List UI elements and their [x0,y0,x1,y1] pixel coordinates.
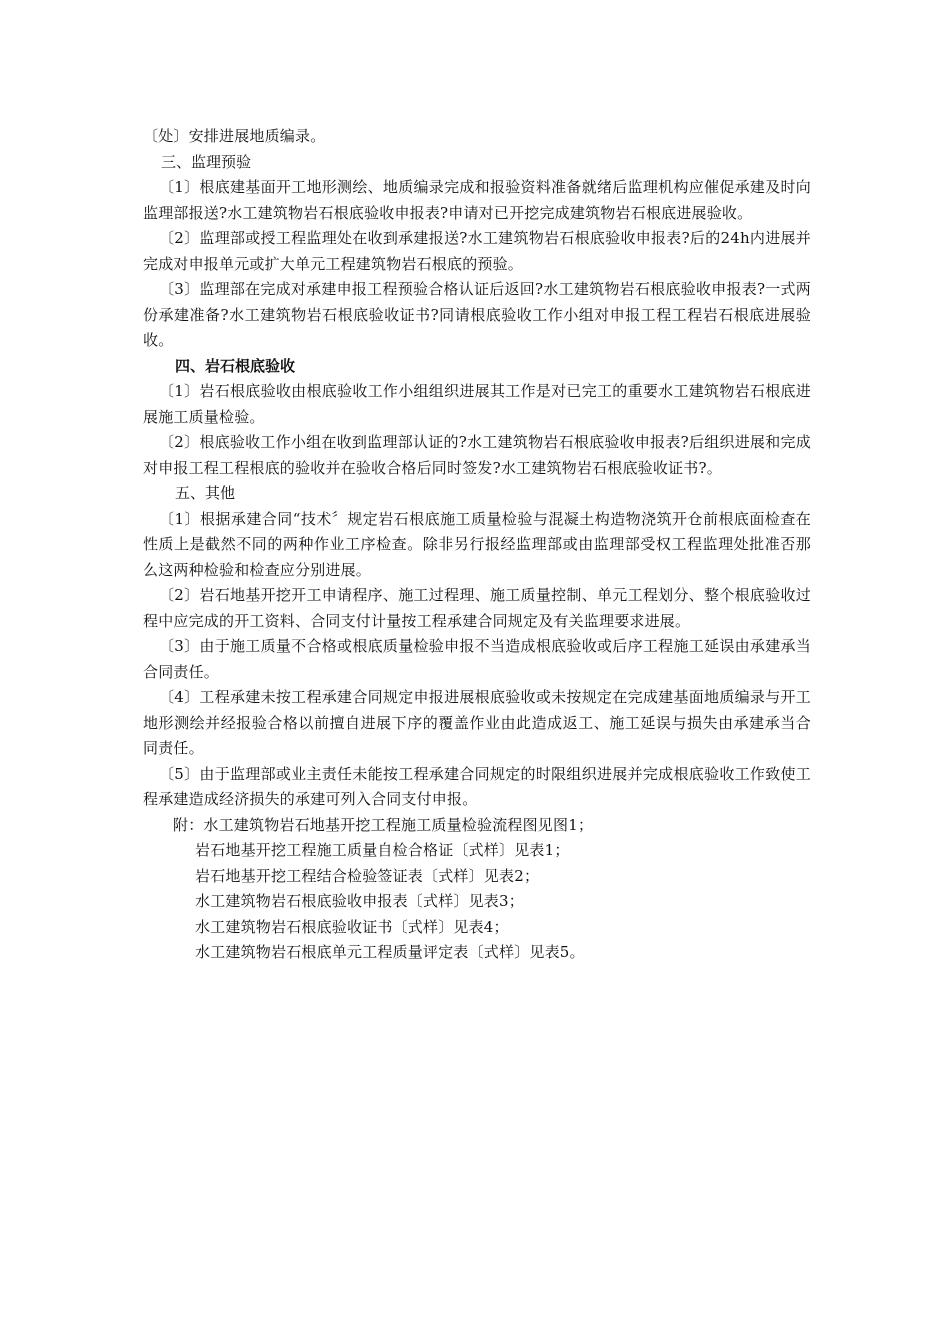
section-3-item-3: 〔3〕监理部在完成对承建申报工程预验合格认证后返回?水工建筑物岩石根底验收申报表?一式两份承建准备?水工建筑物岩石根底验收证书?同请根底验收工作小组对申报工程工程岩石根底进展验收。 [143,280,811,349]
attachments-heading: 附：水工建筑物岩石地基开挖工程施工质量检验流程图见图1； [173,815,594,834]
section-5-item-3: 〔3〕由于施工质量不合格或根底质量检验申报不当造成根底验收或后序工程施工延误由承建承当合同责任。 [143,637,811,681]
section-5-heading: 五、其他 [175,484,236,502]
section-5-item-4: 〔4〕工程承建未按工程承建合同规定申报进展根底验收或未按规定在完成建基面地质编录与开工地形测绘并经报验合格以前擅自进展下序的覆盖作业由此造成返工、施工延误与损失由承建承当合同责任。 [143,688,811,757]
attachment-item: 水工建筑物岩石根底验收申报表〔式样〕见表3； [195,892,524,910]
attachment-item: 岩石地基开挖工程结合检验签证表〔式样〕见表2； [195,866,540,885]
attachment-item: 水工建筑物岩石根底单元工程质量评定表〔式样〕见表5。 [195,943,585,961]
section-4-item-2: 〔2〕根底验收工作小组在收到监理部认证的?水工建筑物岩石根底验收申报表?后组织进展和完成对申报工程工程根底的验收并在验收合格后同时签发?水工建筑物岩石根底验收证书?。 [143,433,811,477]
document-body [143,124,811,966]
section-3-item-1: 〔1〕根底建基面开工地形测绘、地质编录完成和报验资料准备就绪后监理机构应催促承建及时向监理部报送?水工建筑物岩石根底验收申报表?申请对已开挖完成建筑物岩石根底进展验收。 [143,178,811,222]
attachment-item: 岩石地基开挖工程施工质量自检合格证〔式样〕见表1； [195,841,570,859]
section-4-item-1: 〔1〕岩石根底验收由根底验收工作小组组织进展其工作是对已完工的重要水工建筑物岩石根底进展施工质量检验。 [143,382,811,426]
intro-line: 〔处〕安排进展地质编录。 [143,127,326,145]
attachment-item: 水工建筑物岩石根底验收证书〔式样〕见表4； [195,917,509,936]
section-4-heading: 四、岩石根底验收 [175,356,296,375]
section-5-item-2: 〔2〕岩石地基开挖开工申请程序、施工过程理、施工质量控制、单元工程划分、整个根底验收过程中应完成的开工资料、合同支付计量按工程承建合同规定及有关监理要求进展。 [143,586,811,630]
section-3-heading: 三、监理预验 [161,152,252,171]
section-5-item-1: 〔1〕根据承建合同“技术〞规定岩石根底施工质量检验与混凝土构造物浇筑开仓前根底面检查在性质上是截然不同的两种作业工序检查。除非另行报经监理部或由监理部受权工程监理处批准否那么这两种检验和检查应分别进展。 [143,509,811,579]
section-3-item-2: 〔2〕监理部或授工程监理处在收到承建报送?水工建筑物岩石根底验收申报表?后的24h内进展并完成对申报单元或扩大单元工程建筑物岩石根底的预验。 [143,229,811,273]
section-5-item-5: 〔5〕由于监理部或业主责任未能按工程承建合同规定的时限组织进展并完成根底验收工作致使工程承建造成经济损失的承建可列入合同支付申报。 [143,764,811,808]
